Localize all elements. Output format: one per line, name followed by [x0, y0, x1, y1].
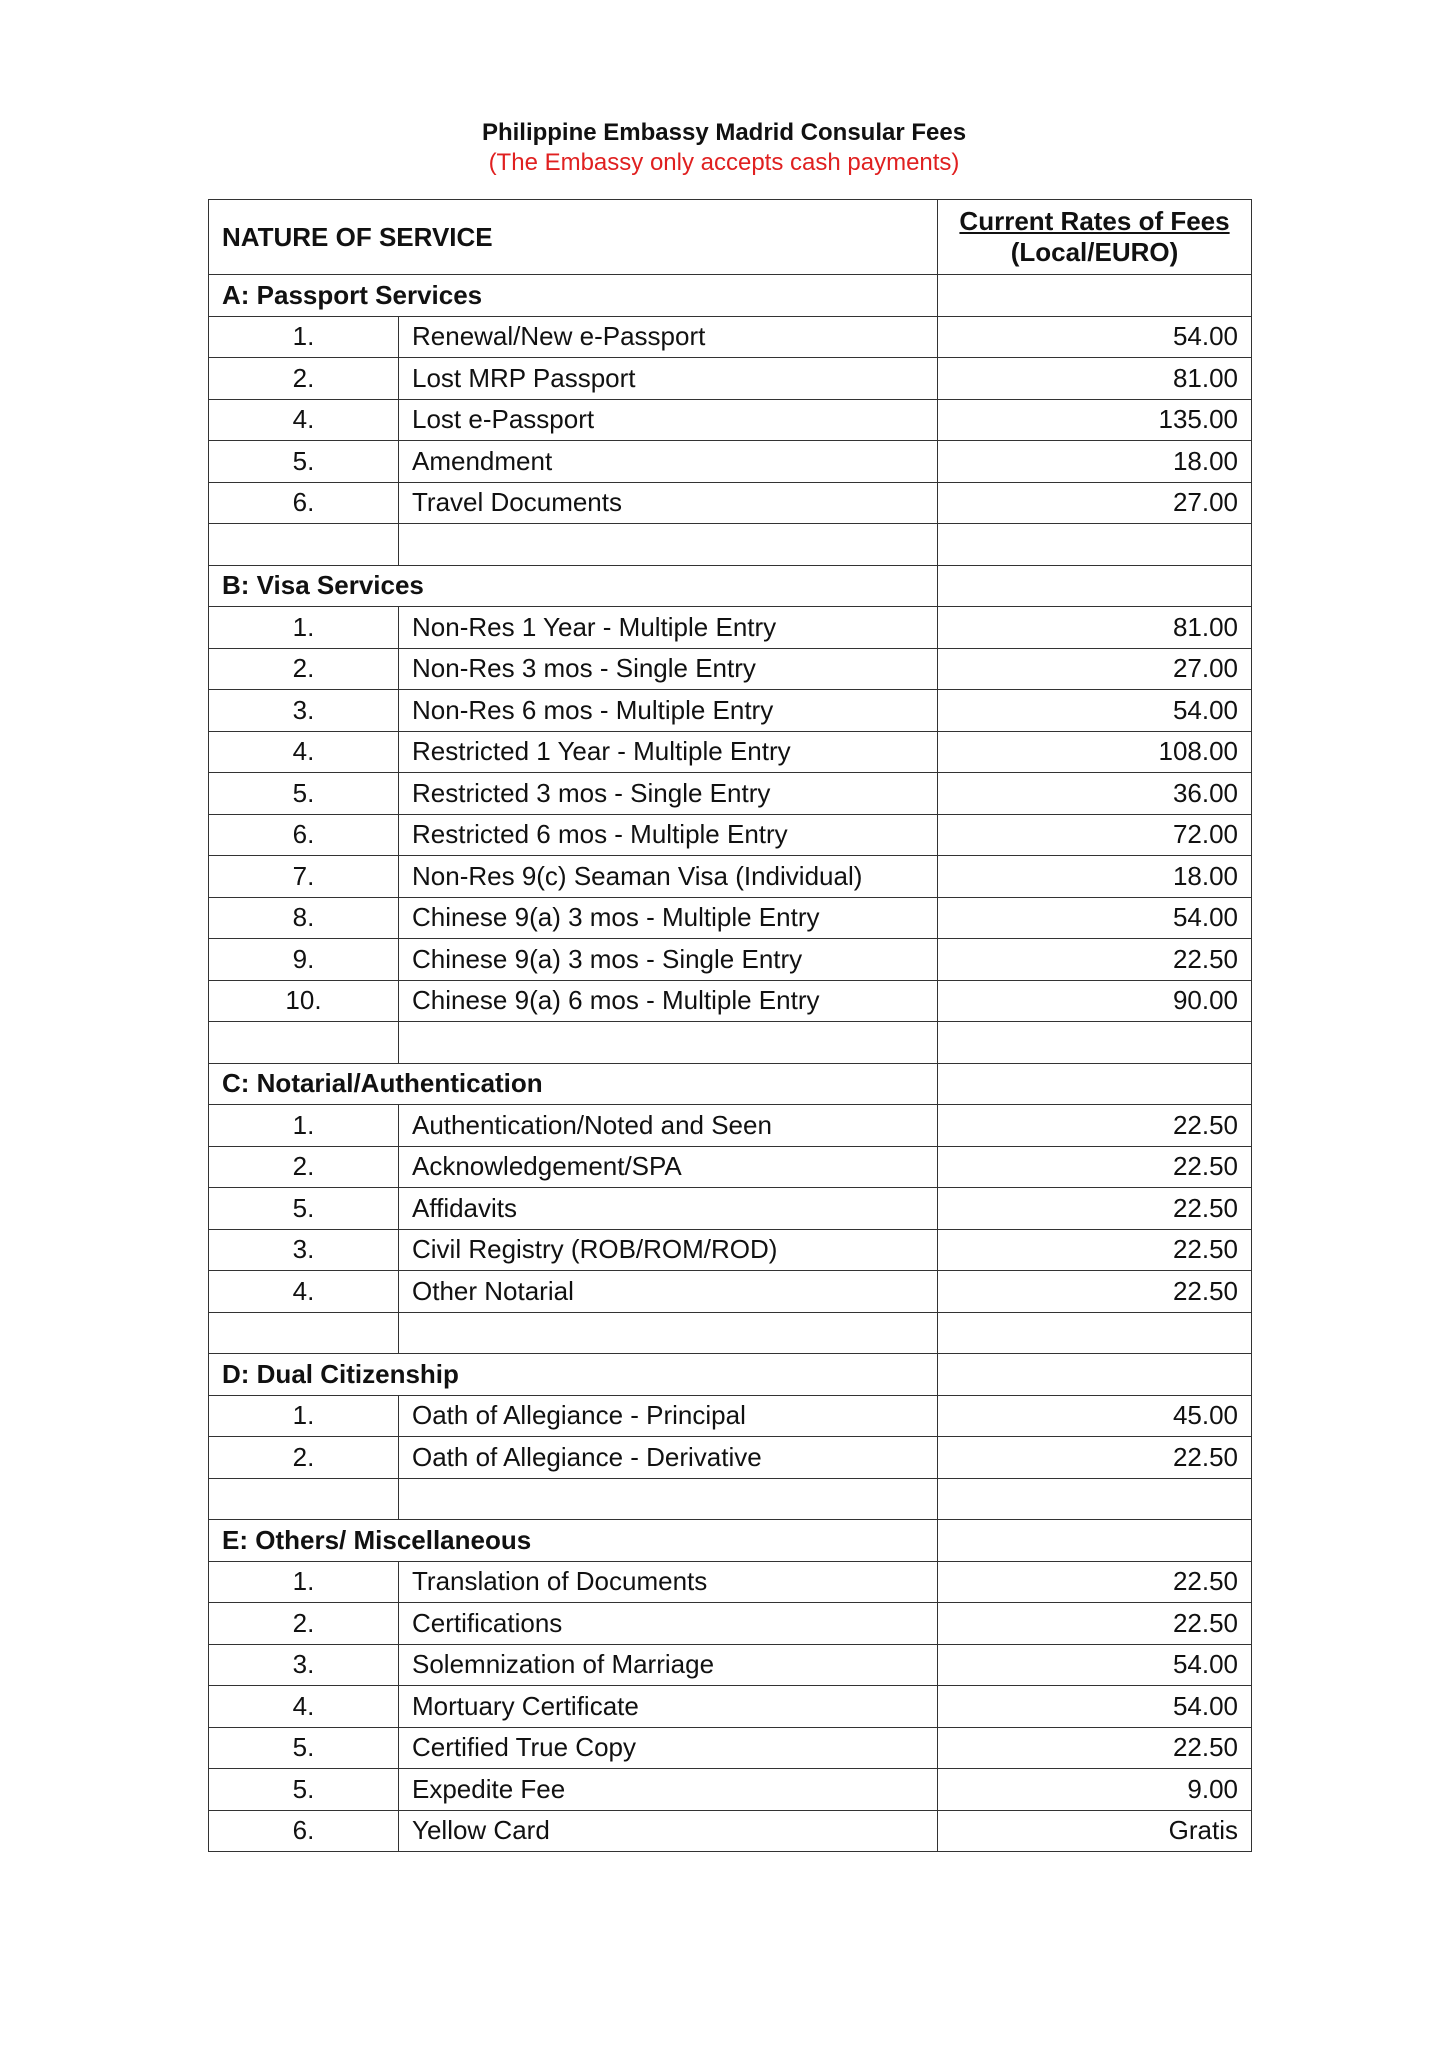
service-name: Certifications: [399, 1603, 938, 1645]
service-name: Acknowledgement/SPA: [399, 1146, 938, 1188]
table-row: [209, 1188, 1252, 1230]
section-fee-cell-empty: [938, 275, 1252, 317]
service-name: Non-Res 1 Year - Multiple Entry: [399, 607, 938, 649]
fee-amount: 81.00: [938, 607, 1252, 649]
header-current-rates: [938, 200, 1252, 275]
empty-cell: [938, 1478, 1252, 1520]
fee-amount: 18.00: [938, 441, 1252, 483]
fee-amount: 45.00: [938, 1395, 1252, 1437]
fee-amount: 54.00: [938, 1686, 1252, 1728]
section-title: C: Notarial/Authentication: [209, 1063, 938, 1105]
page-title: Philippine Embassy Madrid Consular Fees: [481, 119, 967, 146]
fee-amount: 22.50: [938, 1271, 1252, 1313]
empty-cell: [209, 1478, 399, 1520]
table-row: [209, 856, 1252, 898]
table-row: [209, 1437, 1252, 1479]
fee-amount: 22.50: [938, 1603, 1252, 1645]
empty-cell: [399, 1478, 938, 1520]
row-number: 2.: [209, 1146, 399, 1188]
row-number: 2.: [209, 358, 399, 400]
table-row: [209, 1644, 1252, 1686]
fee-amount: 22.50: [938, 1561, 1252, 1603]
spacer-row: [209, 1022, 1252, 1064]
service-name: Translation of Documents: [399, 1561, 938, 1603]
fee-amount: 27.00: [938, 482, 1252, 524]
table-row: [209, 980, 1252, 1022]
row-number: 4.: [209, 399, 399, 441]
header-nature-of-service: NATURE OF SERVICE: [209, 200, 938, 275]
fee-amount: 22.50: [938, 1188, 1252, 1230]
header-rates-title: Current Rates of Fees: [959, 206, 1230, 236]
table-row: [209, 897, 1252, 939]
fee-amount: 36.00: [938, 773, 1252, 815]
spacer-row: [209, 1478, 1252, 1520]
fee-amount: 22.50: [938, 1229, 1252, 1271]
service-name: Restricted 6 mos - Multiple Entry: [399, 814, 938, 856]
fee-amount: 22.50: [938, 1437, 1252, 1479]
header-rates-currency: (Local/EURO): [1010, 237, 1179, 267]
service-name: Mortuary Certificate: [399, 1686, 938, 1728]
service-name: Authentication/Noted and Seen: [399, 1105, 938, 1147]
section-fee-cell-empty: [938, 565, 1252, 607]
service-name: Lost MRP Passport: [399, 358, 938, 400]
service-name: Travel Documents: [399, 482, 938, 524]
row-number: 5.: [209, 1188, 399, 1230]
fee-amount: 27.00: [938, 648, 1252, 690]
empty-cell: [209, 1022, 399, 1064]
payment-note: (The Embassy only accepts cash payments): [488, 149, 960, 176]
table-row: [209, 648, 1252, 690]
table-row: [209, 939, 1252, 981]
table-row: [209, 358, 1252, 400]
table-row: [209, 731, 1252, 773]
service-name: Yellow Card: [399, 1810, 938, 1852]
fee-amount: 22.50: [938, 1105, 1252, 1147]
row-number: 9.: [209, 939, 399, 981]
table-row: [209, 1561, 1252, 1603]
row-number: 1.: [209, 607, 399, 649]
row-number: 4.: [209, 1271, 399, 1313]
row-number: 3.: [209, 690, 399, 732]
section-fee-cell-empty: [938, 1520, 1252, 1562]
service-name: Certified True Copy: [399, 1727, 938, 1769]
empty-cell: [938, 1022, 1252, 1064]
service-name: Expedite Fee: [399, 1769, 938, 1811]
table-row: [209, 814, 1252, 856]
row-number: 3.: [209, 1644, 399, 1686]
service-name: Lost e-Passport: [399, 399, 938, 441]
section-title: A: Passport Services: [209, 275, 938, 317]
service-name: Chinese 9(a) 3 mos - Single Entry: [399, 939, 938, 981]
table-row: [209, 607, 1252, 649]
consular-fees-table: [208, 199, 1252, 1852]
table-row: [209, 1727, 1252, 1769]
fee-amount: 54.00: [938, 1644, 1252, 1686]
row-number: 5.: [209, 773, 399, 815]
table-row: [209, 1146, 1252, 1188]
fee-amount: Gratis: [938, 1810, 1252, 1852]
row-number: 10.: [209, 980, 399, 1022]
row-number: 6.: [209, 1810, 399, 1852]
table-row: [209, 399, 1252, 441]
row-number: 5.: [209, 1727, 399, 1769]
table-row: [209, 482, 1252, 524]
table-row: [209, 1229, 1252, 1271]
service-name: Renewal/New e-Passport: [399, 316, 938, 358]
service-name: Non-Res 6 mos - Multiple Entry: [399, 690, 938, 732]
table-row: [209, 773, 1252, 815]
fee-amount: 18.00: [938, 856, 1252, 898]
row-number: 7.: [209, 856, 399, 898]
row-number: 5.: [209, 441, 399, 483]
service-name: Oath of Allegiance - Principal: [399, 1395, 938, 1437]
table-row: [209, 1603, 1252, 1645]
section-header-row: [209, 565, 1252, 607]
row-number: 1.: [209, 316, 399, 358]
row-number: 1.: [209, 1395, 399, 1437]
empty-cell: [938, 1312, 1252, 1354]
table-row: [209, 441, 1252, 483]
fee-amount: 81.00: [938, 358, 1252, 400]
empty-cell: [399, 524, 938, 566]
row-number: 2.: [209, 1437, 399, 1479]
fee-amount: 72.00: [938, 814, 1252, 856]
row-number: 2.: [209, 1603, 399, 1645]
section-header-row: [209, 275, 1252, 317]
service-name: Affidavits: [399, 1188, 938, 1230]
table-header-row: [209, 200, 1252, 275]
row-number: 4.: [209, 1686, 399, 1728]
fee-amount: 54.00: [938, 690, 1252, 732]
service-name: Chinese 9(a) 3 mos - Multiple Entry: [399, 897, 938, 939]
empty-cell: [399, 1022, 938, 1064]
section-title: B: Visa Services: [209, 565, 938, 607]
service-name: Chinese 9(a) 6 mos - Multiple Entry: [399, 980, 938, 1022]
row-number: 2.: [209, 648, 399, 690]
row-number: 5.: [209, 1769, 399, 1811]
service-name: Restricted 3 mos - Single Entry: [399, 773, 938, 815]
row-number: 8.: [209, 897, 399, 939]
fee-amount: 9.00: [938, 1769, 1252, 1811]
row-number: 6.: [209, 814, 399, 856]
section-header-row: [209, 1354, 1252, 1396]
service-name: Non-Res 9(c) Seaman Visa (Individual): [399, 856, 938, 898]
service-name: Non-Res 3 mos - Single Entry: [399, 648, 938, 690]
section-fee-cell-empty: [938, 1354, 1252, 1396]
spacer-row: [209, 524, 1252, 566]
fee-amount: 90.00: [938, 980, 1252, 1022]
section-title: D: Dual Citizenship: [209, 1354, 938, 1396]
table-row: [209, 1271, 1252, 1313]
service-name: Restricted 1 Year - Multiple Entry: [399, 731, 938, 773]
fee-amount: 54.00: [938, 316, 1252, 358]
row-number: 6.: [209, 482, 399, 524]
empty-cell: [399, 1312, 938, 1354]
fee-amount: 108.00: [938, 731, 1252, 773]
table-row: [209, 316, 1252, 358]
table-row: [209, 690, 1252, 732]
fee-amount: 54.00: [938, 897, 1252, 939]
fee-amount: 22.50: [938, 1146, 1252, 1188]
fee-amount: 22.50: [938, 1727, 1252, 1769]
fees-table-body: [209, 200, 1252, 1852]
empty-cell: [938, 524, 1252, 566]
service-name: Solemnization of Marriage: [399, 1644, 938, 1686]
fee-amount: 22.50: [938, 939, 1252, 981]
table-row: [209, 1395, 1252, 1437]
spacer-row: [209, 1312, 1252, 1354]
empty-cell: [209, 524, 399, 566]
service-name: Amendment: [399, 441, 938, 483]
service-name: Oath of Allegiance - Derivative: [399, 1437, 938, 1479]
table-row: [209, 1686, 1252, 1728]
service-name: Civil Registry (ROB/ROM/ROD): [399, 1229, 938, 1271]
section-title: E: Others/ Miscellaneous: [209, 1520, 938, 1562]
row-number: 1.: [209, 1561, 399, 1603]
table-row: [209, 1810, 1252, 1852]
service-name: Other Notarial: [399, 1271, 938, 1313]
table-row: [209, 1769, 1252, 1811]
fee-amount: 135.00: [938, 399, 1252, 441]
section-header-row: [209, 1063, 1252, 1105]
row-number: 1.: [209, 1105, 399, 1147]
section-fee-cell-empty: [938, 1063, 1252, 1105]
table-row: [209, 1105, 1252, 1147]
section-header-row: [209, 1520, 1252, 1562]
row-number: 4.: [209, 731, 399, 773]
empty-cell: [209, 1312, 399, 1354]
row-number: 3.: [209, 1229, 399, 1271]
